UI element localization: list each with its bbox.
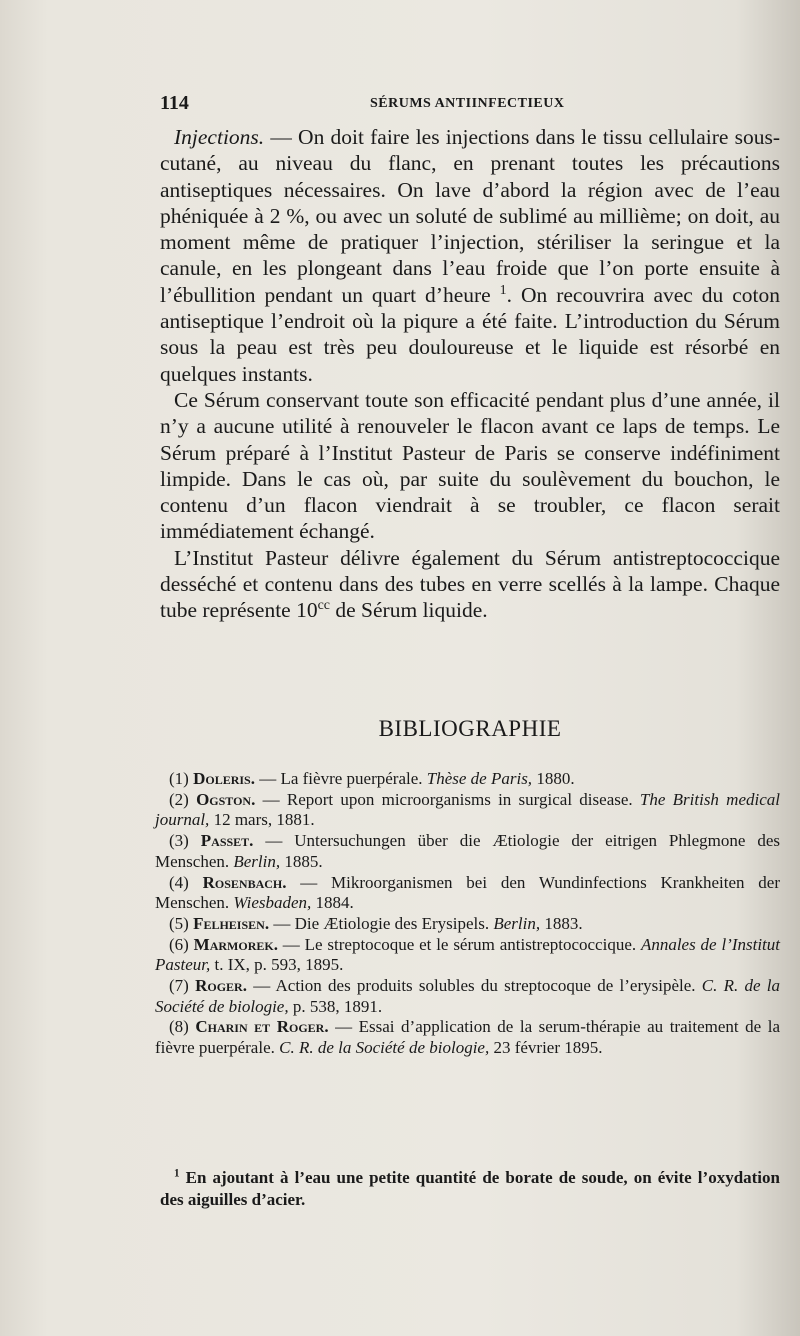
- entry-author: Roger.: [195, 976, 247, 996]
- entry-number: (4): [169, 872, 189, 892]
- footnote-text: En ajoutant à l’eau une petite quantité de borate de soude, on évite l’oxydation des aiguilles d’acier.: [160, 1168, 780, 1209]
- entry-details: 23 février 1895.: [489, 1038, 603, 1058]
- entry-source: C. R. de la Société de biologie,: [155, 976, 780, 1016]
- running-title: SÉRUMS ANTIINFECTIEUX: [370, 96, 565, 111]
- entry-text: — Die Ætiologie des Erysipels.: [269, 913, 494, 933]
- entry-text: — Report upon microorganisms in surgical disease.: [255, 789, 640, 809]
- entry-source: C. R. de la Société de biologie,: [279, 1038, 490, 1058]
- entry-author: Passet.: [200, 831, 254, 851]
- entry-author: Doleris.: [193, 769, 255, 788]
- footnote: [160, 1167, 780, 1211]
- footnote-marker: 1: [174, 1167, 180, 1180]
- paragraph-text: de Sérum liquide.: [330, 598, 488, 623]
- entry-text: — Mikroorganismen bei den Wundinfections Krankheiten der Menschen.: [155, 872, 780, 913]
- entry-author: Charin et Roger.: [195, 1017, 329, 1037]
- bibliography-entry: [155, 873, 780, 914]
- entry-author: Rosenbach.: [202, 872, 287, 892]
- entry-details: 1885.: [280, 851, 323, 871]
- entry-text: — Untersuchungen über die Ætiologie der eitrigen Phlegmone des Menschen.: [155, 831, 780, 871]
- bibliography-entry: [155, 831, 780, 872]
- entry-source: Berlin,: [233, 851, 281, 871]
- page-number: 114: [160, 92, 189, 114]
- entry-number: (5): [169, 913, 189, 933]
- entry-number: (3): [169, 831, 189, 851]
- page-header: [160, 92, 780, 116]
- bibliography-entry: [155, 790, 780, 831]
- paragraph-institut: [160, 545, 780, 624]
- paragraph-text: . On recouvrira avec du coton antiseptique l’endroit où la piqure a été faite. L’introduction du Sérum sous la peau est très peu douloureuse et le liquide est résorbé en quelques instants.: [160, 282, 781, 386]
- bibliography-entry: [155, 935, 780, 976]
- bibliography-title: BIBLIOGRAPHIE: [378, 716, 562, 741]
- bibliography-entry: [155, 914, 780, 935]
- body-text: [160, 124, 780, 624]
- entry-details: p. 538, 1891.: [288, 996, 383, 1016]
- entry-source: Berlin,: [493, 913, 541, 933]
- entry-details: 1884.: [311, 893, 354, 913]
- entry-text: — Le streptocoque et le sérum antistreptococcique.: [277, 934, 641, 954]
- entry-number: (6): [169, 934, 189, 954]
- entry-text: — Action des produits solubles du streptocoque de l’erysipèle.: [246, 976, 702, 996]
- bibliography-entry: [155, 1017, 780, 1058]
- entry-text: — La fièvre puerpérale.: [254, 769, 427, 788]
- entry-text: — Essai d’application de la serum-thérapie au traitement de la fièvre puerpérale.: [155, 1017, 780, 1058]
- entry-number: (7): [169, 976, 189, 996]
- entry-author: Ogston.: [196, 789, 256, 809]
- paragraph-lead: Injections.: [174, 125, 265, 149]
- paragraph-conservation: Ce Sérum conservant toute son efficacité pendant plus d’une année, il n’y a aucune utilité à renouveler le flacon avant ce laps de temps. Le Sérum préparé à l’Institut Pasteur de Paris se conserve indéfiniment limpide. Dans le cas où, par suite du soulèvement du bouchon, le contenu d’un flacon viendrait à se troubler, ce flacon serait immédiatement échangé.: [160, 387, 780, 544]
- entry-source: The British medical journal,: [155, 789, 780, 830]
- bibliography-entry: [155, 769, 780, 790]
- entry-source: Annales de l’Institut Pasteur,: [155, 934, 780, 975]
- entry-details: 1883.: [540, 913, 583, 933]
- paragraph-injections: [160, 124, 780, 387]
- entry-details: t. IX, p. 593, 1895.: [210, 955, 344, 975]
- bibliography-list: [155, 769, 780, 1059]
- entry-author: Marmorek.: [193, 934, 278, 954]
- entry-details: 1880.: [532, 769, 575, 788]
- paragraph-text: L’Institut Pasteur délivre également du Sérum antistreptococcique desséché et contenu dans des tubes en verre scellés à la lampe. Chaque tube représente 10: [160, 545, 780, 623]
- paragraph-text: — On doit faire les injections dans le tissu cellulaire sous-cutané, au niveau du flanc, en prenant toutes les précautions antiseptiques nécessaires. On lave d’abord la région avec de l’eau phéniquée à 2 %, ou avec un soluté de sublimé au millième; on doit, au moment même de pratiquer l’injection, stériliser la seringue et la canule, en les plongeant dans l’eau froide que l’on porte ensuite à l’ébullition pendant un quart d’heure: [160, 125, 780, 307]
- entry-details: 12 mars, 1881.: [209, 810, 315, 830]
- bibliography-entry: [155, 976, 780, 1017]
- entry-number: (2): [169, 789, 189, 809]
- entry-author: Felheisen.: [193, 913, 270, 933]
- entry-number: (1): [169, 769, 189, 788]
- entry-number: (8): [169, 1017, 189, 1037]
- unit-superscript: cc: [317, 598, 331, 614]
- footnote-reference: 1: [499, 282, 507, 298]
- entry-source: Thèse de Paris,: [426, 769, 533, 788]
- entry-source: Wiesbaden,: [233, 893, 312, 913]
